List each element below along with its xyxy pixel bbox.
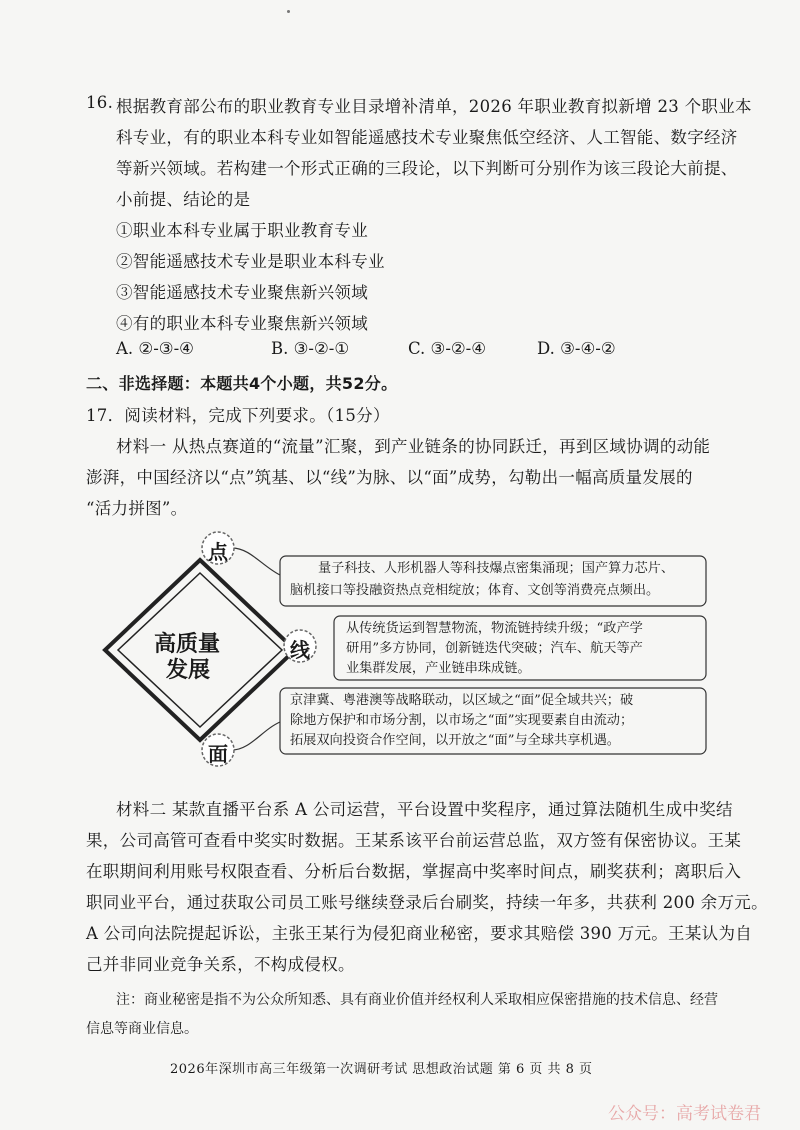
material2-line-5: A 公司向法院提起诉讼，主张王某行为侵犯商业秘密，要求其赔偿 390 万元。王某认为自 [86, 924, 753, 943]
label-dot: 点 [208, 540, 228, 564]
box-dot-line-1: 量子科技、人形机器人等科技爆点密集涌现；国产算力芯片、 [318, 561, 675, 576]
box-line-line-1: 从传统货运到智慧物流，物流链持续升级；“政产学 [346, 621, 643, 636]
note-line-2: 信息等商业信息。 [86, 1021, 198, 1037]
diagram-center-line-1: 高质量 [154, 632, 221, 657]
q16-stem-line-2: 科专业，有的职业本科专业如智能遥感技术专业聚焦低空经济、人工智能、数字经济 [116, 128, 738, 147]
connector-surface [232, 722, 280, 750]
material1-line-1: 材料一 从热点赛道的“流量”汇聚，到产业链条的协同跃迁，再到区域协调的动能 [116, 437, 711, 456]
diagram-center-line-2: 发展 [166, 658, 211, 683]
q16-stem-line-1: 根据教育部公布的职业教育专业目录增补清单，2026 年职业教育拟新增 23 个职业本 [116, 97, 752, 116]
q16-option-d[interactable]: D. ③-④-② [537, 339, 616, 358]
label-surface: 面 [208, 742, 228, 766]
q16-statement-4: ④有的职业本科专业聚焦新兴领域 [116, 314, 368, 333]
box-line-line-3: 业集群发展，产业链串珠成链。 [346, 661, 531, 676]
q16-statement-2: ②智能遥感技术专业是职业本科专业 [116, 252, 385, 271]
q16-option-b[interactable]: B. ③-②-① [271, 339, 350, 358]
material2-line-6: 己并非同业竞争关系，不构成侵权。 [86, 955, 355, 974]
q16-option-c[interactable]: C. ③-②-④ [408, 339, 487, 358]
watermark-text: 公众号：高考试卷君 [608, 1104, 761, 1124]
q16-option-a[interactable]: A. ②-③-④ [116, 339, 194, 358]
box-line-line-2: 研用”多方协同，创新链迭代突破；汽车、航天等产 [346, 641, 643, 656]
q16-statement-3: ③智能遥感技术专业聚焦新兴领域 [116, 283, 368, 302]
page-footer: 2026年深圳市高三年级第一次调研考试 思想政治试题 第 6 页 共 8 页 [170, 1062, 593, 1077]
label-line: 线 [290, 638, 310, 662]
connector-dot [232, 548, 280, 575]
box-surface-line-2: 除地方保护和市场分割，以市场之“面”实现要素自由流动； [290, 713, 634, 728]
q16-stem-line-4: 小前提、结论的是 [116, 190, 251, 209]
material1-line-3: “活力拼图”。 [86, 499, 188, 518]
material1-line-2: 澎湃，中国经济以“点”筑基、以“线”为脉、以“面”成势，勾勒出一幅高质量发展的 [86, 468, 693, 487]
material2-line-4: 职同业平台，通过获取公司员工账号继续登录后台刷奖，持续一年多，共获利 200 余万元。 [86, 893, 768, 912]
q17-intro: 17．阅读材料，完成下列要求。（15分） [86, 406, 390, 425]
note-line-1: 注：商业秘密是指不为公众所知悉、具有商业价值并经权利人采取相应保密措施的技术信息、经营 [116, 992, 718, 1008]
material2-line-2: 果，公司高管可查看中奖实时数据。王某系该平台前运营总监，双方签有保密协议。王某 [86, 831, 742, 850]
q16-statement-1: ①职业本科专业属于职业教育专业 [116, 221, 368, 240]
box-surface-line-3: 拓展双向投资合作空间，以开放之“面”与全球共享机遇。 [290, 733, 620, 748]
box-surface-line-1: 京津冀、粤港澳等战略联动，以区域之“面”促全域共兴；破 [290, 693, 634, 708]
q16-number: 16. [86, 93, 114, 112]
material2-line-1: 材料二 某款直播平台系 A 公司运营，平台设置中奖程序，通过算法随机生成中奖结 [116, 800, 733, 819]
material2-line-3: 在职期间利用账号权限查看、分析后台数据，掌握高中奖率时间点，刷奖获利；离职后入 [86, 862, 742, 881]
section-heading: 二、非选择题：本题共4个小题，共52分。 [86, 374, 398, 393]
q16-stem-line-3: 等新兴领域。若构建一个形式正确的三段论，以下判断可分别作为该三段论大前提、 [116, 159, 738, 178]
box-dot-line-2: 脑机接口等投融资热点竞相绽放；体育、文创等消费亮点频出。 [290, 583, 660, 598]
